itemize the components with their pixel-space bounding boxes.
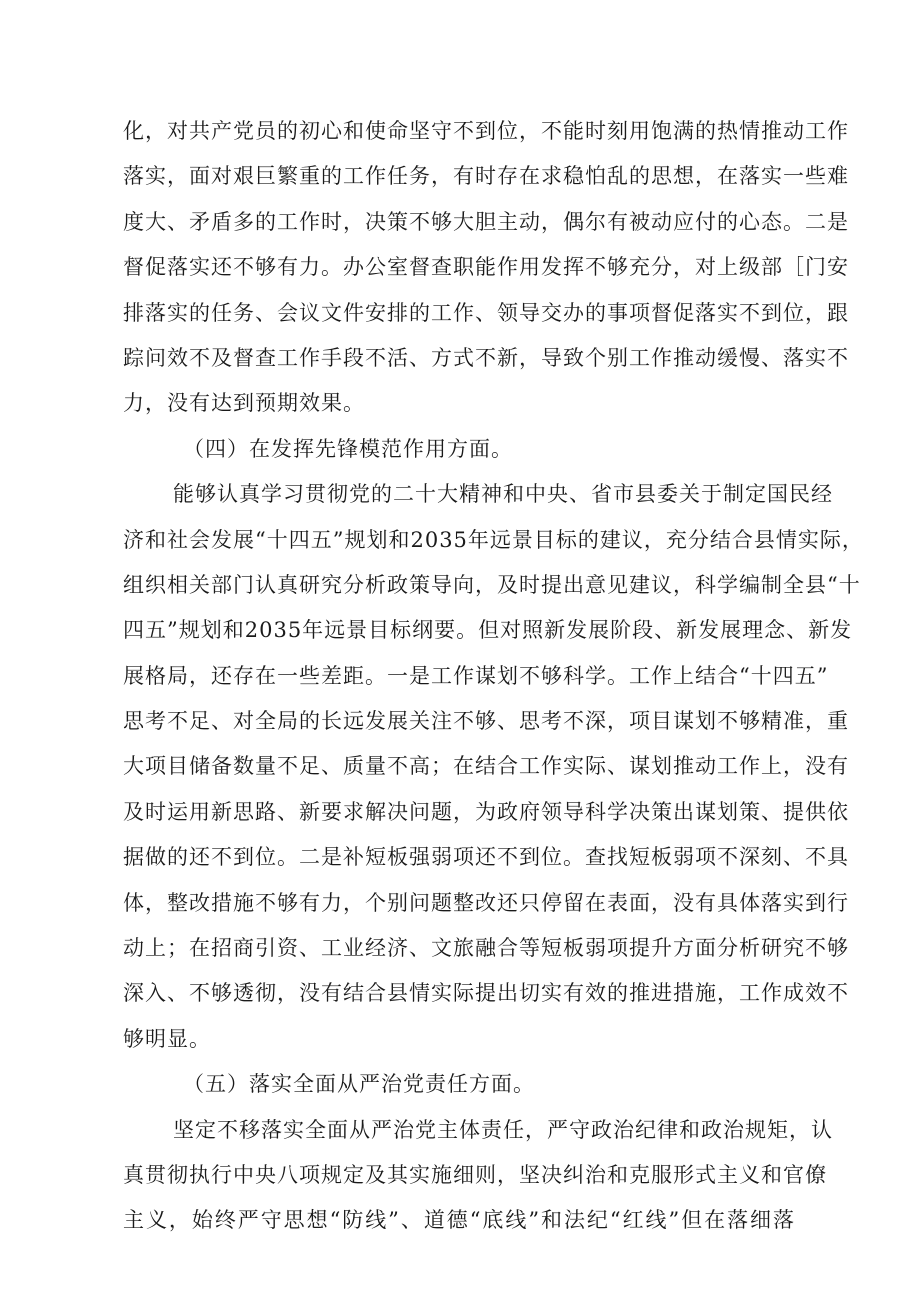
text-line: 济和社会发展“十四五”规划和2035年远景目标的建议，充分结合县情实际， bbox=[123, 527, 864, 552]
text-line: 力，没有达到预期效果。 bbox=[123, 391, 365, 416]
text-line: 真贯彻执行中央八项规定及其实施细则，坚决纠治和克服形式主义和官僚 bbox=[123, 1162, 827, 1187]
text-line: 据做的还不到位。二是补短板强弱项还不到位。查找短板弱项不深刻、不具 bbox=[123, 845, 849, 870]
body-text bbox=[123, 109, 864, 1244]
text-line: 四五”规划和2035年远景目标纲要。但对照新发展阶段、新发展理念、新发 bbox=[123, 618, 853, 643]
text-line: 组织相关部门认真研究分析政策导向，及时提出意见建议，科学编制全县“十 bbox=[123, 572, 861, 597]
paragraph-first-line: 坚定不移落实全面从严治党主体责任，严守政治纪律和政治规矩，认 bbox=[173, 1117, 833, 1142]
text-line: 动上；在招商引资、工业经济、文旅融合等短板弱项提升方面分析研究不够 bbox=[123, 936, 849, 961]
text-line: 督促落实还不够有力。办公室督查职能作用发挥不够充分，对上级部［门安 bbox=[123, 255, 849, 280]
text-line: 踪问效不及督查工作手段不活、方式不新，导致个别工作推动缓慢、落实不 bbox=[123, 345, 849, 370]
text-line: 大项目储备数量不足、质量不高；在结合工作实际、谋划推动工作上，没有 bbox=[123, 754, 849, 779]
text-line: 度大、矛盾多的工作时，决策不够大胆主动，偶尔有被动应付的心态。二是 bbox=[123, 209, 849, 234]
paragraph-first-line: 能够认真学习贯彻党的二十大精神和中央、省市县委关于制定国民经 bbox=[173, 482, 833, 507]
text-line: 思考不足、对全局的长远发展关注不够、思考不深，项目谋划不够精准，重 bbox=[123, 709, 849, 734]
section-heading-4: （四）在发挥先锋模范作用方面。 bbox=[183, 436, 513, 461]
text-line: 够明显。 bbox=[123, 1026, 211, 1051]
text-line: 深入、不够透彻，没有结合县情实际提出切实有效的推进措施，工作成效不 bbox=[123, 981, 849, 1006]
section-heading-5: （五）落实全面从严治党责任方面。 bbox=[183, 1072, 535, 1097]
text-line: 体，整改措施不够有力，个别问题整改还只停留在表面，没有具体落实到行 bbox=[123, 890, 849, 915]
text-line: 展格局，还存在一些差距。一是工作谋划不够科学。工作上结合“十四五” bbox=[123, 663, 829, 688]
text-line: 落实，面对艰巨繁重的工作任务，有时存在求稳怕乱的思想，在落实一些难 bbox=[123, 164, 849, 189]
text-line: 排落实的任务、会议文件安排的工作、领导交办的事项督促落实不到位，跟 bbox=[123, 300, 849, 325]
text-line: 及时运用新思路、新要求解决问题，为政府领导科学决策出谋划策、提供依 bbox=[123, 799, 849, 824]
text-line: 化，对共产党员的初心和使命坚守不到位，不能时刻用饱满的热情推动工作 bbox=[123, 119, 849, 143]
text-line: 主义，始终严守思想“防线”、道德“底线”和法纪“红线”但在落细落 bbox=[123, 1208, 795, 1233]
